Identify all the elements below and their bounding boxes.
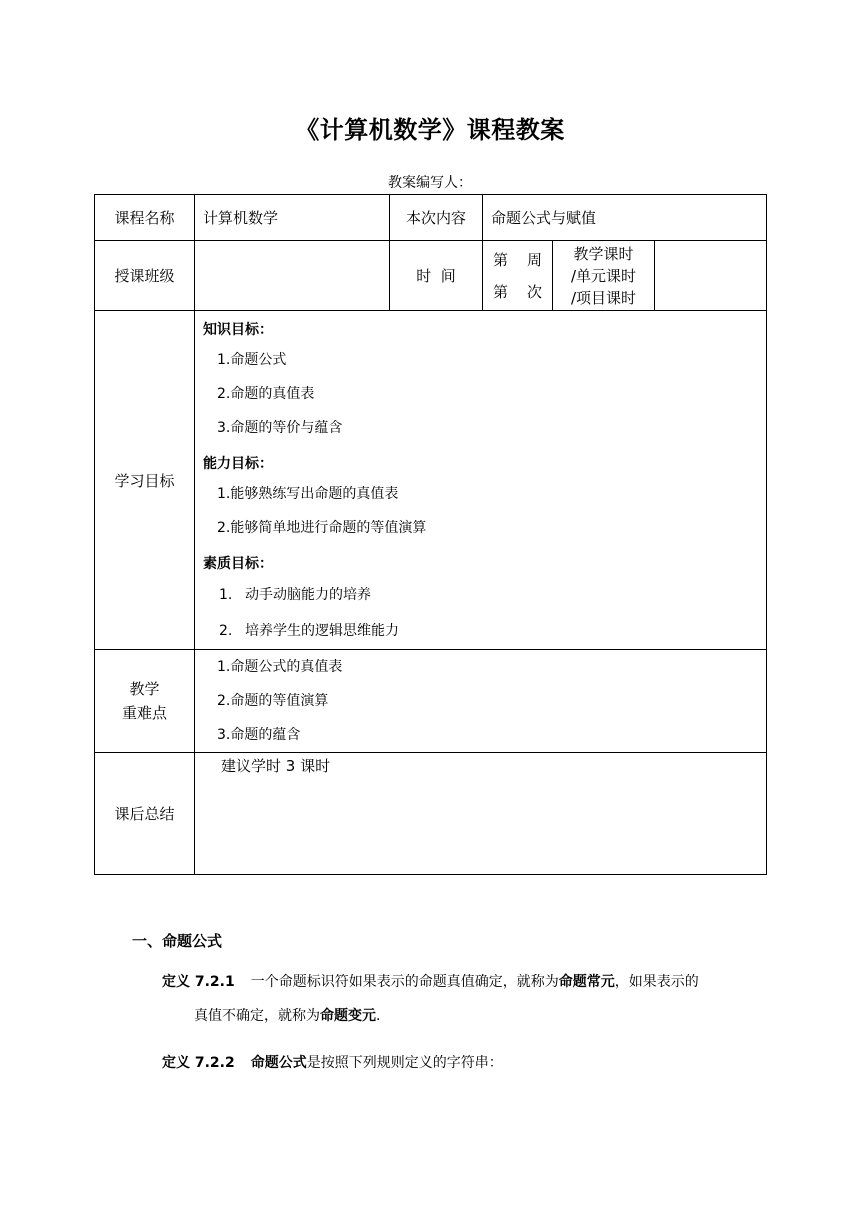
definition-1-text-d: . (376, 1008, 381, 1024)
week-label: 第 周 (492, 250, 543, 269)
content-label: 本次内容 (390, 195, 483, 241)
content-value: 命题公式与赋值 (483, 195, 767, 241)
ability-item: 1.能够熟练写出命题的真值表 (217, 486, 399, 502)
section-title: 一、命题公式 (132, 932, 223, 950)
time-label: 时 间 (390, 241, 483, 311)
definition-1-text-c: 真值不确定，就称为 (194, 1008, 320, 1024)
ability-item: 2.能够简单地进行命题的等值演算 (217, 520, 427, 536)
class-value (195, 241, 390, 311)
quality-item (219, 613, 766, 649)
quality-item-number: 2. (219, 623, 233, 639)
hours-label-3: /项目课时 (570, 288, 637, 307)
difficulty-item: 3.命题的蕴含 (217, 727, 301, 743)
knowledge-item: 3.命题的等价与蕴含 (217, 420, 343, 436)
session-label: 第 次 (492, 282, 543, 301)
difficulty-label-1: 教学 (129, 680, 160, 698)
difficulty-item: 1.命题公式的真值表 (217, 659, 343, 675)
author-label: 教案编写人： (388, 175, 472, 191)
knowledge-item: 2.命题的真值表 (217, 386, 315, 402)
definition-1-text-b: ，如果表示的 (614, 974, 699, 990)
difficulty-label (95, 650, 195, 753)
hours-label-cell (553, 241, 655, 311)
quality-item-text: 动手动脑能力的培养 (245, 587, 371, 603)
quality-title: 素质目标： (203, 556, 273, 572)
goals-content (195, 311, 767, 650)
course-name-label: 课程名称 (95, 195, 195, 241)
definition-2-text: 是按照下列规则定义的字符串： (306, 1055, 503, 1071)
hours-value (655, 241, 767, 311)
ability-title: 能力目标： (203, 456, 273, 472)
hours-label-2: /单元课时 (570, 266, 637, 285)
definition-1-line-1 (162, 971, 699, 991)
difficulty-content (195, 650, 767, 753)
difficulty-item: 2.命题的等值演算 (217, 693, 329, 709)
class-label: 授课班级 (95, 241, 195, 311)
term-propositional-variable: 命题变元 (320, 1008, 376, 1024)
quality-item-text: 培养学生的逻辑思维能力 (245, 623, 399, 639)
definition-2-label: 定义 7.2.2 (162, 1055, 235, 1071)
document-title: 《计算机数学》课程教案 (295, 116, 565, 144)
week-session-cell (483, 241, 553, 311)
lesson-plan-table (94, 194, 767, 875)
knowledge-item: 1.命题公式 (217, 352, 287, 368)
term-propositional-formula: 命题公式 (250, 1055, 307, 1071)
definition-1-text-a: 一个命题标识符如果表示的命题真值确定，就称为 (250, 974, 559, 990)
hours-label-1: 教学课时 (573, 244, 634, 263)
goals-label: 学习目标 (95, 311, 195, 650)
definition-1-line-2 (194, 1005, 380, 1025)
knowledge-title: 知识目标： (203, 322, 273, 338)
summary-value: 建议学时 3 课时 (195, 753, 767, 875)
definition-2 (162, 1052, 503, 1072)
quality-item-number: 1. (219, 587, 233, 603)
term-propositional-constant: 命题常元 (558, 974, 615, 990)
course-name-value: 计算机数学 (195, 195, 390, 241)
definition-1-label: 定义 7.2.1 (162, 974, 235, 990)
summary-label: 课后总结 (95, 753, 195, 875)
difficulty-label-2: 重难点 (121, 704, 167, 722)
quality-item (219, 577, 766, 613)
